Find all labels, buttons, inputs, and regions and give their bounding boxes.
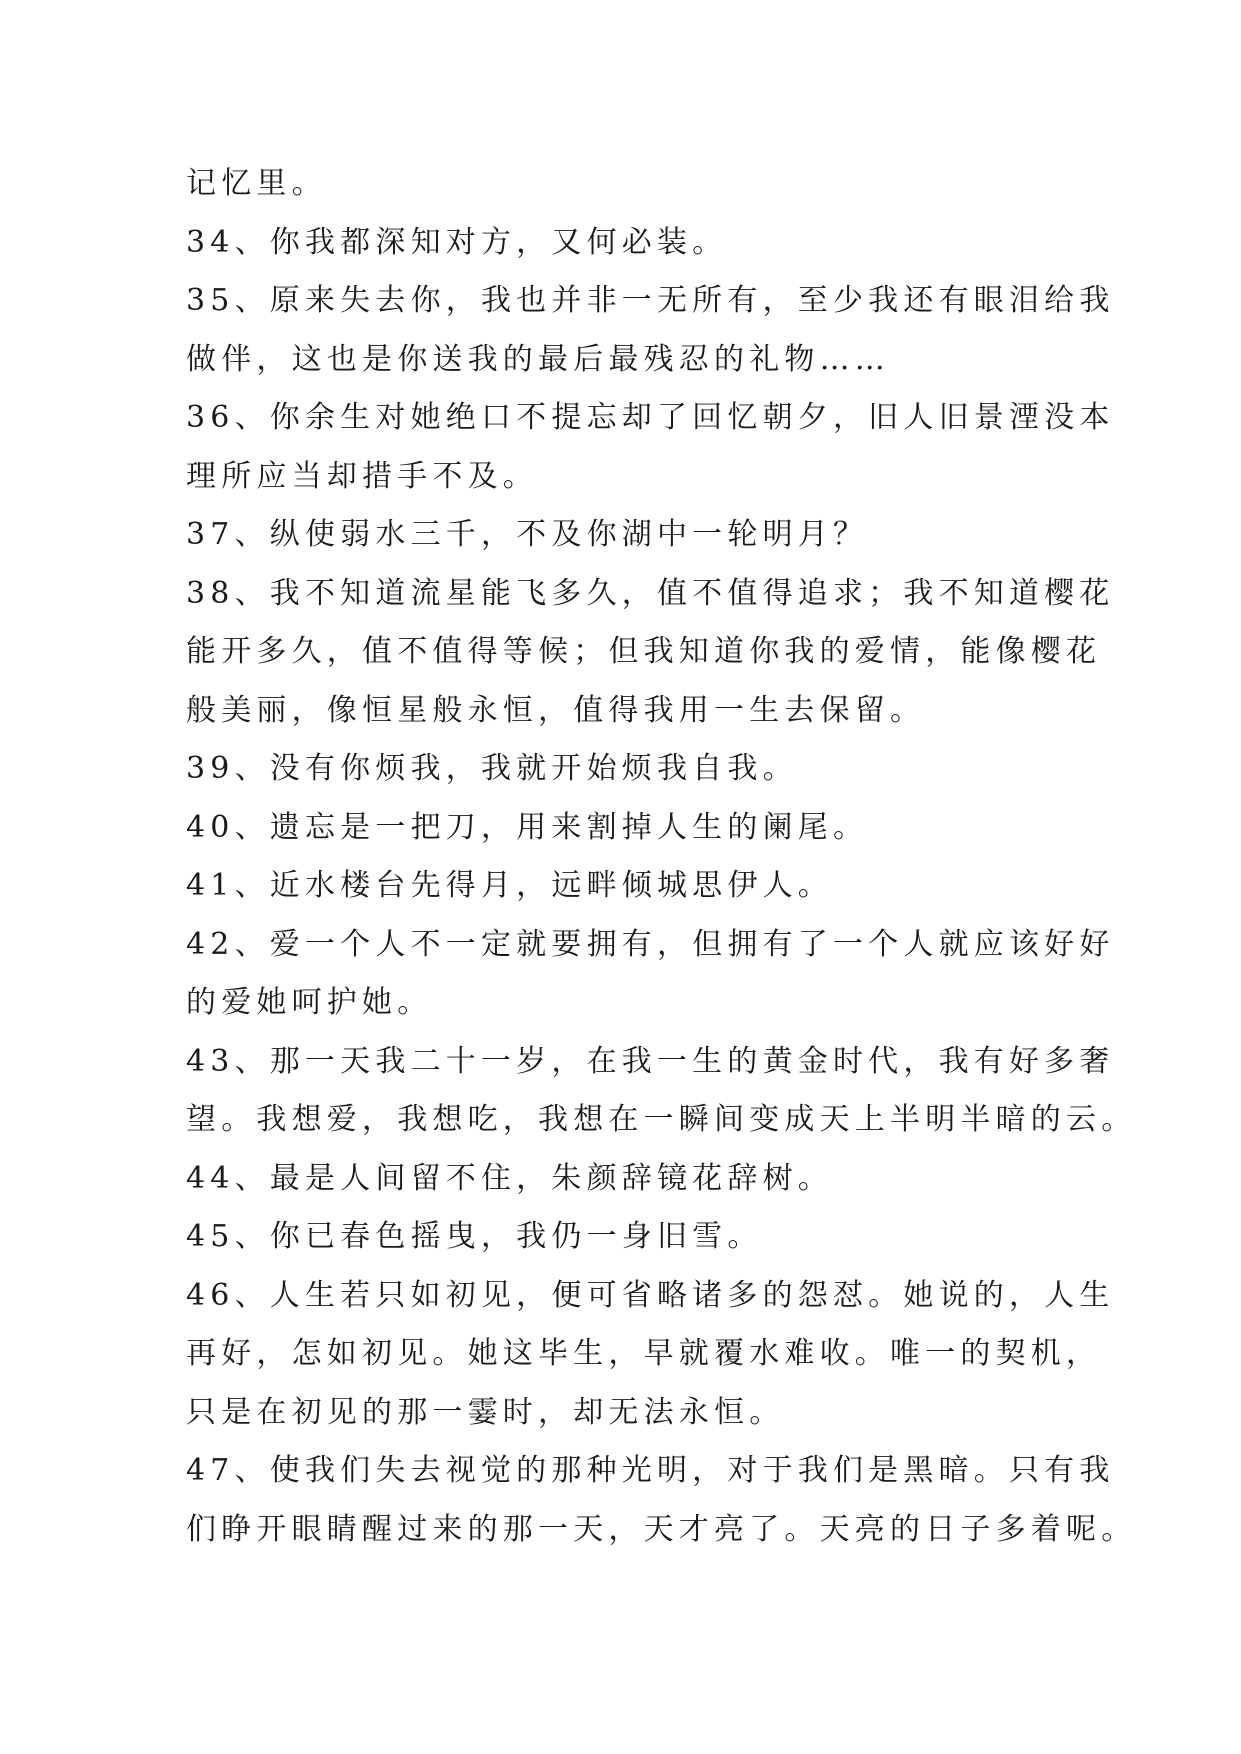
paragraph-46 [186, 1267, 1115, 1443]
paragraph-40 [186, 799, 1056, 858]
text-line: 41、近水楼台先得月，远畔倾城思伊人。 [186, 868, 833, 903]
text-line: 的爱她呵护她。 [186, 985, 433, 1020]
paragraph-continuation [186, 155, 1056, 214]
text-line: 42、爱一个人不一定就要拥有，但拥有了一个人就应该好好 [186, 926, 1115, 962]
text-line: 只是在初见的那一霎时，却无法永恒。 [186, 1394, 785, 1430]
text-line: 能开多久，值不值得等候；但我知道你我的爱情，能像樱花 [186, 634, 1102, 669]
text-line: 37、纵使弱水三千，不及你湖中一轮明月？ [186, 517, 869, 552]
paragraph-39 [186, 740, 1056, 799]
text-line: 35、原来失去你，我也并非一无所有，至少我还有眼泪给我 [186, 283, 1115, 318]
paragraph-42 [186, 916, 1115, 1033]
text-line: 记忆里。 [186, 166, 327, 201]
document-body [186, 155, 1137, 1559]
text-line: 43、那一天我二十一岁，在我一生的黄金时代，我有好多奢 [186, 1043, 1115, 1079]
text-line: 45、你已春色摇曳，我仍一身旧雪。 [186, 1219, 763, 1254]
text-line: 们睁开眼睛醒过来的那一天，天才亮了。天亮的日子多着呢。 [186, 1511, 1137, 1547]
paragraph-36 [186, 389, 1115, 506]
text-line: 再好，怎如初见。她这毕生，早就覆水难收。唯一的契机， [186, 1336, 1102, 1371]
text-line: 望。我想爱，我想吃，我想在一瞬间变成天上半明半暗的云。 [186, 1102, 1137, 1137]
paragraph-47 [186, 1442, 1137, 1559]
paragraph-34 [186, 214, 1056, 273]
text-line: 34、你我都深知对方，又何必装。 [186, 224, 728, 260]
text-line: 36、你余生对她绝口不提忘却了回忆朝夕，旧人旧景湮没本 [186, 400, 1115, 435]
text-line: 般美丽，像恒星般永恒，值得我用一生去保留。 [186, 692, 926, 728]
paragraph-35 [186, 272, 1115, 389]
paragraph-41 [186, 857, 1056, 916]
text-line: 做伴，这也是你送我的最后最残忍的礼物…… [186, 341, 890, 377]
text-line: 47、使我们失去视觉的那种光明，对于我们是黑暗。只有我 [186, 1453, 1115, 1488]
paragraph-37 [186, 506, 1056, 565]
text-line: 39、没有你烦我，我就开始烦我自我。 [186, 751, 798, 786]
text-line: 38、我不知道流星能飞多久，值不值得追求；我不知道樱花 [186, 575, 1115, 611]
paragraph-44 [186, 1150, 1056, 1209]
paragraph-45 [186, 1208, 1056, 1267]
paragraph-43 [186, 1033, 1137, 1150]
paragraph-38 [186, 565, 1115, 741]
text-line: 46、人生若只如初见，便可省略诸多的怨怼。她说的，人生 [186, 1277, 1115, 1313]
text-line: 44、最是人间留不住，朱颜辞镜花辞树。 [186, 1160, 833, 1196]
text-line: 40、遗忘是一把刀，用来割掉人生的阑尾。 [186, 809, 869, 845]
text-line: 理所应当却措手不及。 [186, 458, 538, 494]
